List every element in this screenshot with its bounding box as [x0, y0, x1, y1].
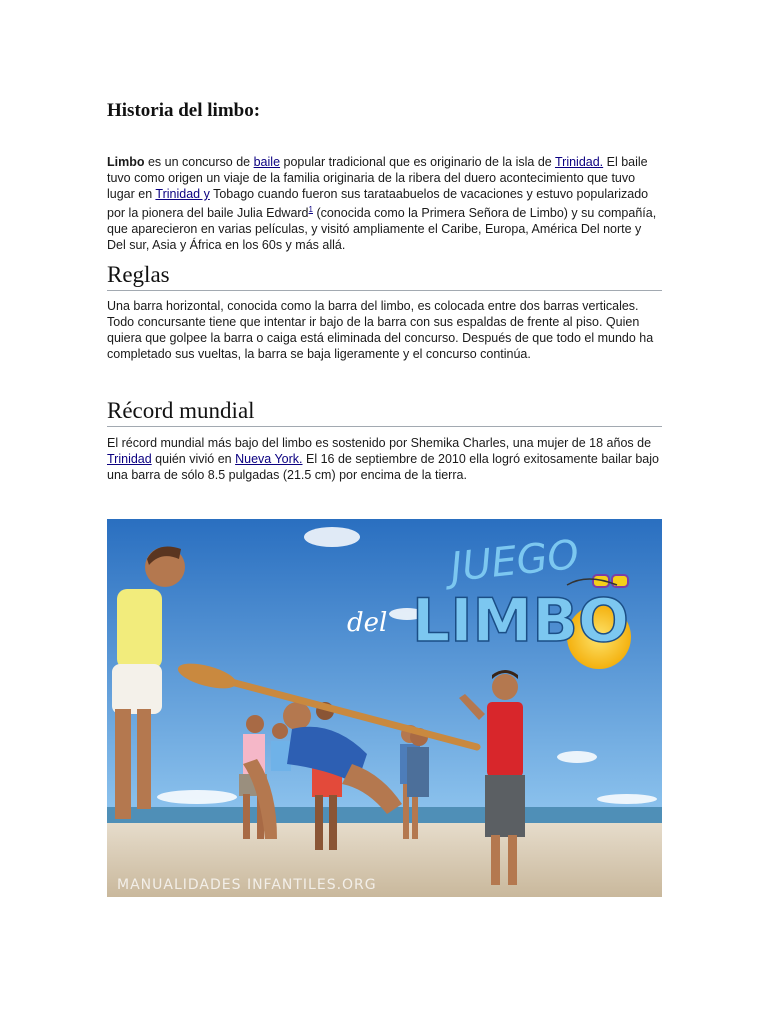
limbo-game-photo: [107, 519, 662, 897]
intro-paragraph: Limbo es un concurso de baile popular tradicional que es originario de la isla de Trinidad. El baile tuvo como origen un viaje de la familia originaria de la ribera del duero acontecimiento que tuvo lugar en Trinidad y Tobago⁣⁣⁣ cuando fueron sus tarataabuelos de vacaciones y estuvo popularizado por la pionera del baile Julia Edward$^1$ (conocida como la Primera Señora de Limbo) y su compañía, que aparecieron en varias películas, y visitó ampliamente el Caribe, Europa, América Del norte y Del sur, Asia y África en los 60s y más allá.: [107, 155, 657, 253]
limbo-term: Limbo: [107, 155, 145, 169]
link-baile[interactable]: baile: [253, 155, 281, 169]
link-trinidad[interactable]: Trinidad.: [554, 155, 604, 169]
footnote-link[interactable]: 1: [308, 205, 313, 214]
reglas-paragraph: Una barra horizontal, conocida como la barra del limbo, es colocada entre dos barras verticales. Todo concursante tiene que intentar ir bajo de la barra con sus espaldas de frente al piso. Quien quiera que golpee la barra o caiga está eliminada del concurso. Después de que todo el mundo ha completado sus vueltas, la barra se baja ligeramente y el concurso continúa.: [107, 299, 654, 361]
watermark: MANUALIDADES INFANTILES.ORG: [117, 877, 377, 893]
link-trinidad-record[interactable]: Trinidad: [107, 452, 152, 466]
juego-title: JUEGO: [448, 531, 582, 591]
page-title: Historia del limbo:: [107, 100, 261, 121]
section-title-record: Récord mundial: [107, 398, 662, 427]
section-title-reglas: Reglas: [107, 262, 662, 291]
limbo-title: LIMBO: [412, 586, 630, 656]
link-trinidad-y-tobago[interactable]: Trinidad y: [155, 187, 210, 201]
record-paragraph: El récord mundial más bajo del limbo es sostenido por Shemika Charles, una mujer de 18 años de Trinidad quién vivió en Nueva York. El 16 de septiembre de 2010 ella logró exitosamente bailar bajo una barra de sólo 8.5 pulgadas (21.5 cm) por encima de la tierra.: [107, 436, 659, 482]
del-title: del: [347, 608, 388, 638]
link-nueva-york[interactable]: Nueva York.: [235, 452, 303, 466]
